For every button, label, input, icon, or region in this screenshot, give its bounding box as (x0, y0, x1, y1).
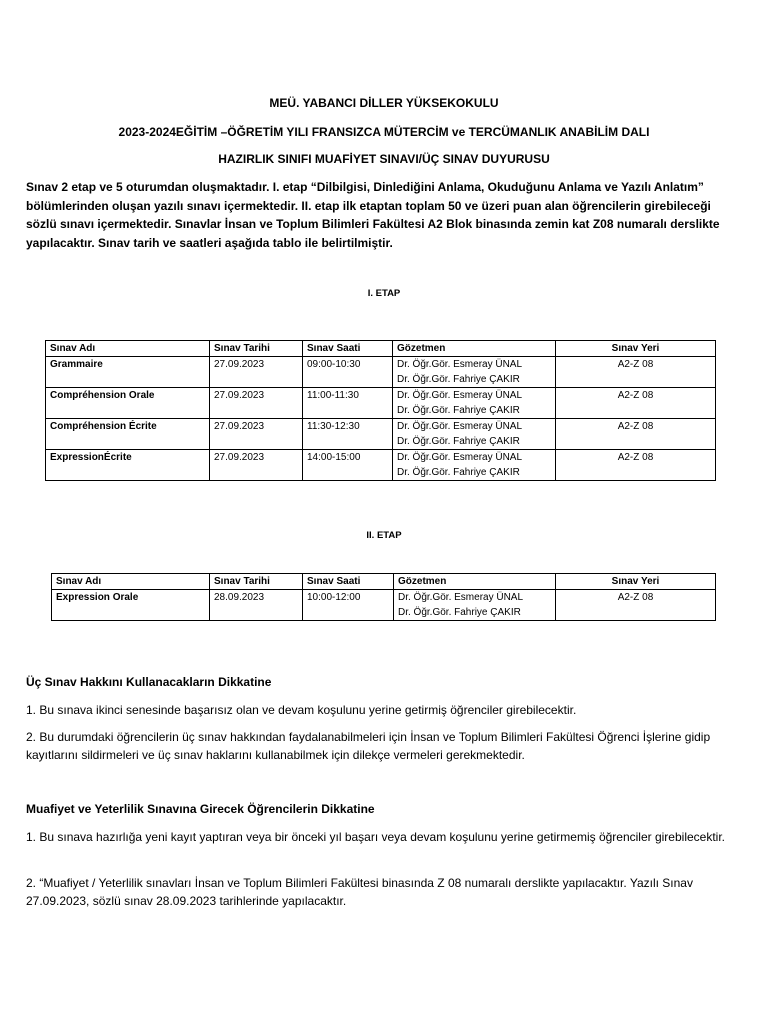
etap1-title: I. ETAP (367, 288, 401, 299)
proctor-2: Dr. Öğr.Gör. Fahriye ÇAKIR (397, 436, 520, 447)
exam-time: 09:00-10:30 (303, 357, 393, 388)
muafiyet-heading: Muafiyet ve Yeterlilik Sınavına Girecek Öğrencilerin Dikkatine (26, 802, 375, 816)
table-header-row (52, 574, 716, 590)
exam-name: Grammaire (46, 357, 210, 388)
exam-proctors (393, 388, 556, 419)
exam-date: 27.09.2023 (210, 419, 303, 450)
proctor-2: Dr. Öğr.Gör. Fahriye ÇAKIR (398, 607, 521, 618)
header-exam-time: Sınav Saati (303, 574, 394, 590)
proctor-1: Dr. Öğr.Gör. Esmeray ÜNAL (398, 592, 524, 603)
proctor-1: Dr. Öğr.Gör. Esmeray ÜNAL (397, 390, 523, 401)
header-exam-place: Sınav Yeri (556, 341, 716, 357)
exam-name: Expression Orale (52, 590, 210, 621)
etap2-table (51, 573, 716, 621)
table-row (46, 450, 716, 481)
header-proctor: Gözetmen (393, 341, 556, 357)
header-exam-time: Sınav Saati (303, 341, 393, 357)
table-row (46, 419, 716, 450)
exam-date: 27.09.2023 (210, 388, 303, 419)
exam-time: 10:00-12:00 (303, 590, 394, 621)
proctor-2: Dr. Öğr.Gör. Fahriye ÇAKIR (397, 374, 520, 385)
department-title: 2023-2024EĞİTİM –ÖĞRETİM YILI FRANSIZCA MÜTERCİM ve TERCÜMANLIK ANABİLİM DALI (118, 125, 650, 139)
exam-date: 28.09.2023 (210, 590, 303, 621)
exam-time: 14:00-15:00 (303, 450, 393, 481)
header-exam-name: Sınav Adı (52, 574, 210, 590)
exam-place: A2-Z 08 (556, 388, 716, 419)
header-exam-place: Sınav Yeri (556, 574, 716, 590)
exam-date: 27.09.2023 (210, 450, 303, 481)
uc-sinav-heading: Üç Sınav Hakkını Kullanacakların Dikkatine (26, 675, 272, 689)
exam-name: Compréhension Écrite (46, 419, 210, 450)
exam-name: Compréhension Orale (46, 388, 210, 419)
proctor-1: Dr. Öğr.Gör. Esmeray ÜNAL (397, 452, 523, 463)
exam-time: 11:00-11:30 (303, 388, 393, 419)
exam-proctors (393, 419, 556, 450)
table-row (52, 590, 716, 621)
etap1-table (45, 340, 716, 481)
intro-paragraph: Sınav 2 etap ve 5 oturumdan oluşmaktadır. I. etap “Dilbilgisi, Dinlediğini Anlama, Okuduğunu Anlama ve Yazılı Anlatım” bölümlerinden oluşan yazılı sınavı içermektedir. II. etap ilk etaptan toplam 50 ve üzeri puan alan öğrencilerin girebileceği sözlü sınavı içermektedir. Sınavlar İnsan ve Toplum Bilimleri Fakültesi A2 Blok binasında zemin kat Z08 numaralı derslikte yapılacaktır. Sınav tarih ve saatleri aşağıda tablo ile belirtilmiştir. (26, 180, 720, 250)
uc-sinav-item-1: 1. Bu sınava ikinci senesinde başarısız olan ve devam koşulunu yerine getirmiş öğrenciler girebilecektir. (26, 703, 577, 717)
header-proctor: Gözetmen (394, 574, 556, 590)
exam-place: A2-Z 08 (556, 590, 716, 621)
table-row (46, 357, 716, 388)
exam-proctors (393, 450, 556, 481)
exam-proctors (394, 590, 556, 621)
etap2-title: II. ETAP (366, 530, 402, 541)
exam-place: A2-Z 08 (556, 419, 716, 450)
proctor-2: Dr. Öğr.Gör. Fahriye ÇAKIR (397, 405, 520, 416)
exam-proctors (393, 357, 556, 388)
exam-time: 11:30-12:30 (303, 419, 393, 450)
exam-place: A2-Z 08 (556, 450, 716, 481)
announcement-title: HAZIRLIK SINIFI MUAFİYET SINAVI/ÜÇ SINAV DUYURUSU (218, 152, 550, 166)
muafiyet-item-2: 2. “Muafiyet / Yeterlilik sınavları İnsan ve Toplum Bilimleri Fakültesi binasında Z 08 numaralı derslikte yapılacaktır. Yazılı Sınav 27.09.2023, sözlü sınav 28.09.2023 tarihlerinde yapılacaktır. (26, 876, 693, 908)
school-name: MEÜ. YABANCI DİLLER YÜKSEKOKULU (269, 96, 499, 110)
table-header-row (46, 341, 716, 357)
uc-sinav-item-2: 2. Bu durumdaki öğrencilerin üç sınav hakkından faydalanabilmeleri için İnsan ve Toplum Bilimleri Fakültesi Öğrenci İşlerine gidip kayıtlarını sildirmeleri ve üç sınav haklarını kullanabilmek için dilekçe vermeleri gerekmektedir. (26, 730, 711, 762)
exam-date: 27.09.2023 (210, 357, 303, 388)
header-exam-date: Sınav Tarihi (210, 341, 303, 357)
proctor-1: Dr. Öğr.Gör. Esmeray ÜNAL (397, 359, 523, 370)
proctor-2: Dr. Öğr.Gör. Fahriye ÇAKIR (397, 467, 520, 478)
proctor-1: Dr. Öğr.Gör. Esmeray ÜNAL (397, 421, 523, 432)
header-exam-date: Sınav Tarihi (210, 574, 303, 590)
header-exam-name: Sınav Adı (46, 341, 210, 357)
table-row (46, 388, 716, 419)
exam-name: ExpressionÉcrite (46, 450, 210, 481)
muafiyet-item-1: 1. Bu sınava hazırlığa yeni kayıt yaptıran veya bir önceki yıl başarı veya devam koşulunu yerine getirmemiş öğrenciler girebilecektir. (26, 830, 725, 844)
exam-place: A2-Z 08 (556, 357, 716, 388)
